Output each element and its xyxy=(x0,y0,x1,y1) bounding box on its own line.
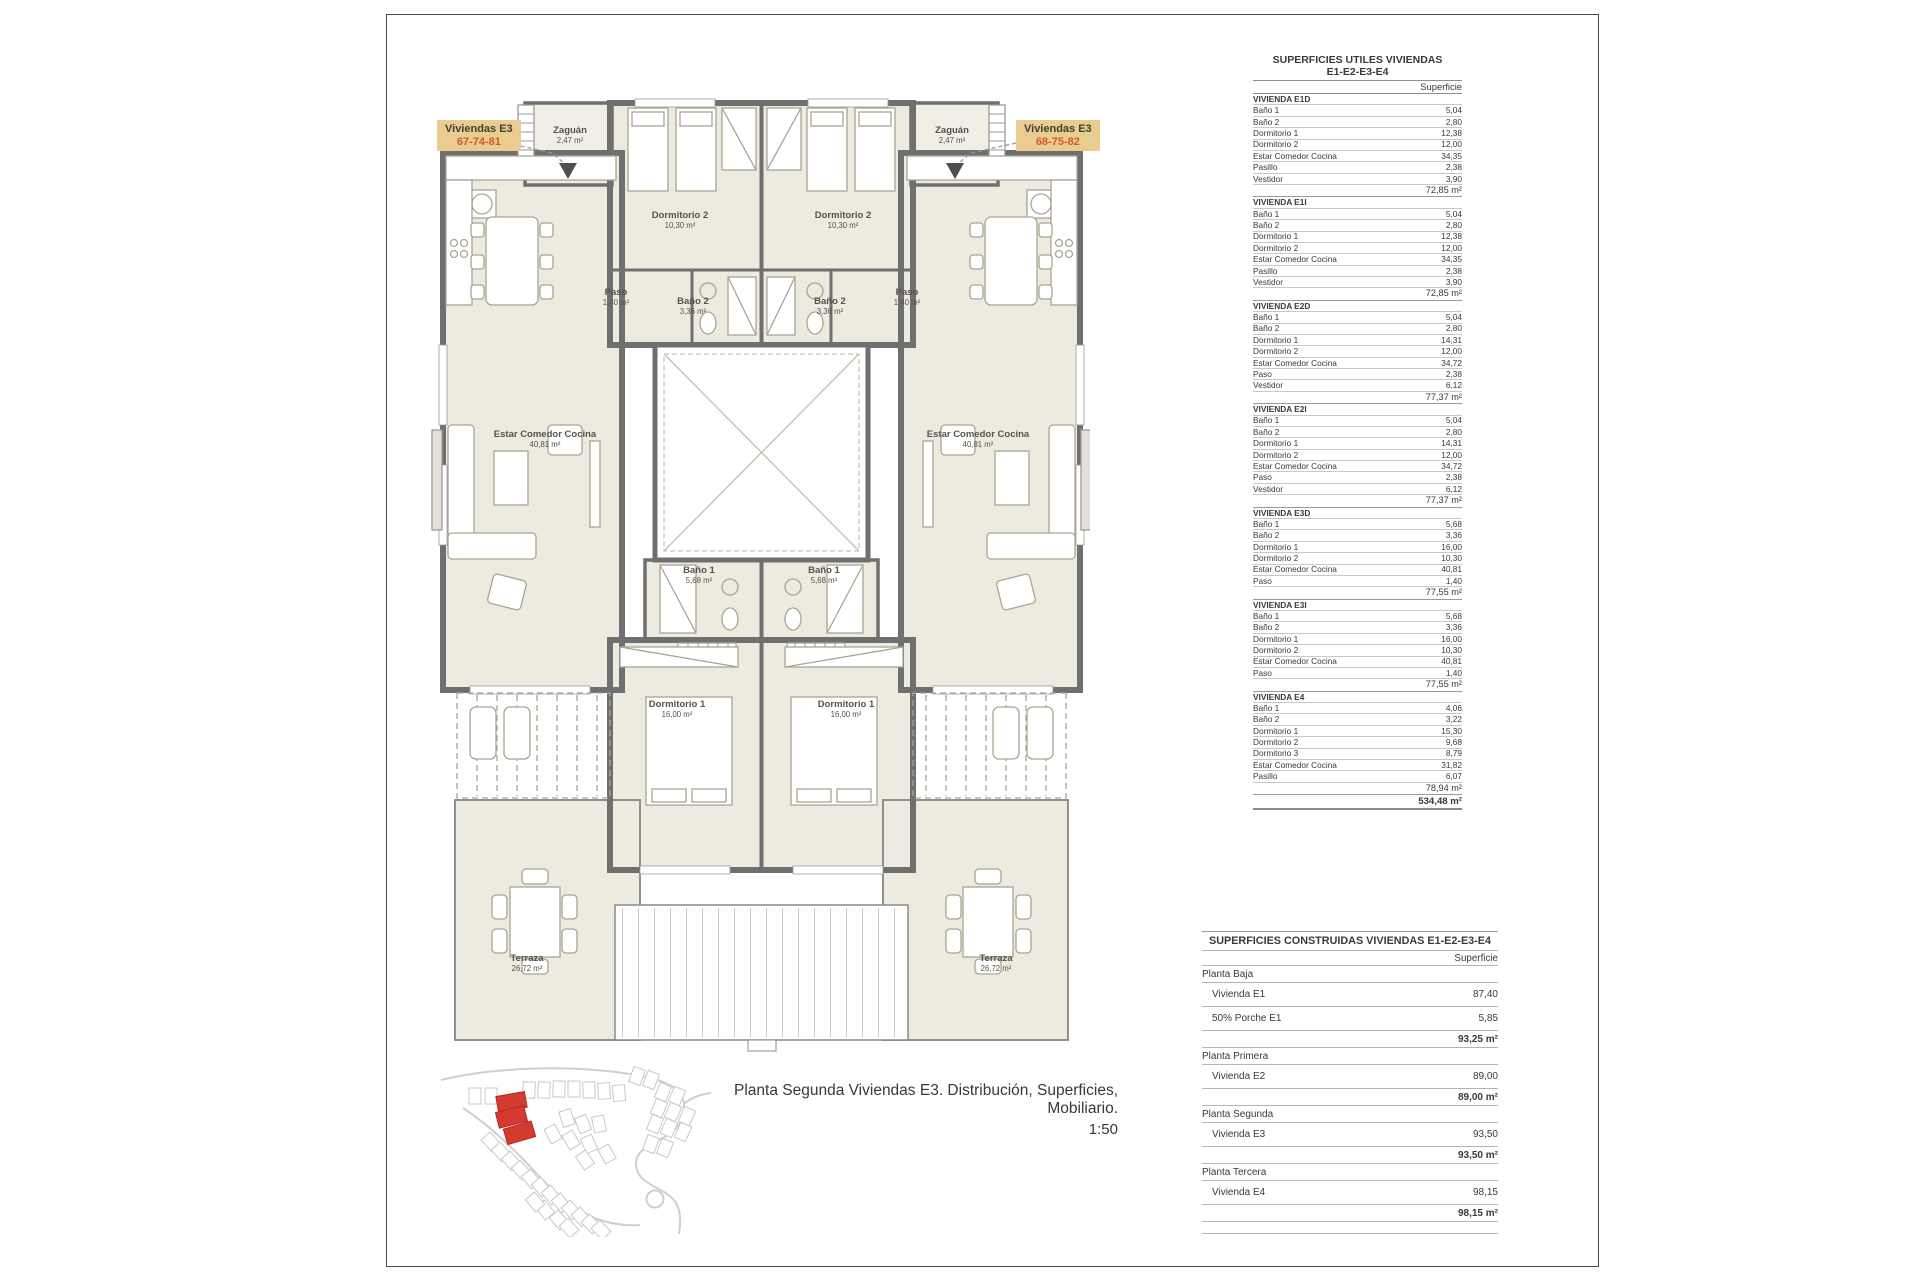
construidas-planta-subtotal: 98,15 m² xyxy=(1202,1205,1498,1222)
utiles-row xyxy=(1253,209,1462,220)
utiles-row xyxy=(1253,277,1462,288)
room-label-dormitorio2-left: Dormitorio 2 10,30 m² xyxy=(651,210,709,230)
room-label-bano2-right: Baño 2 3,36 m² xyxy=(814,296,846,316)
utiles-section-total: 77,37 m² xyxy=(1253,392,1462,404)
construidas-column-header: Superficie xyxy=(1202,951,1498,966)
utiles-room-area: 3,90 xyxy=(1445,276,1462,287)
utiles-room-name: Vestidor xyxy=(1253,483,1283,494)
construidas-vivienda-area: 98,15 xyxy=(1472,1187,1498,1198)
utiles-room-area: 3,90 xyxy=(1445,173,1462,184)
construidas-end-rule xyxy=(1202,1222,1498,1234)
tag-units: 68-75-82 xyxy=(1035,136,1080,149)
utiles-room-area: 2,80 xyxy=(1445,323,1462,334)
utiles-room-name: Baño 2 xyxy=(1253,622,1280,633)
utiles-room-area: 5,04 xyxy=(1445,312,1462,323)
utiles-row xyxy=(1253,530,1462,541)
utiles-row xyxy=(1253,450,1462,461)
utiles-row xyxy=(1253,645,1462,656)
central-stairs xyxy=(615,905,908,1051)
utiles-row xyxy=(1253,416,1462,427)
utiles-section-total: 72,85 m² xyxy=(1253,288,1462,300)
room-label-terraza-left: Terraza 26,72 m² xyxy=(510,953,544,973)
utiles-room-name: Baño 1 xyxy=(1253,702,1280,713)
stair-void xyxy=(655,345,868,560)
utiles-row xyxy=(1253,427,1462,438)
utiles-section-header: VIVIENDA E2D xyxy=(1253,301,1462,312)
utiles-section-total: 77,55 m² xyxy=(1253,587,1462,599)
utiles-room-area: 2,38 xyxy=(1445,162,1462,173)
floor-plan-drawing xyxy=(430,95,1090,1055)
utiles-room-name: Dormitorio 2 xyxy=(1253,139,1299,150)
utiles-row xyxy=(1253,484,1462,495)
utiles-room-name: Baño 1 xyxy=(1253,312,1280,323)
room-label-dormitorio1-left: Dormitorio 1 16,00 m² xyxy=(648,699,706,719)
site-location-map xyxy=(435,1052,715,1237)
construidas-planta-header: Planta Baja xyxy=(1202,966,1498,983)
utiles-room-area: 6,07 xyxy=(1445,771,1462,782)
utiles-room-area: 3,36 xyxy=(1445,530,1462,541)
utiles-section-header: VIVIENDA E1I xyxy=(1253,197,1462,208)
construidas-table-title: SUPERFICIES CONSTRUIDAS VIVIENDAS E1-E2-E3-E4 xyxy=(1202,931,1498,951)
utiles-room-area: 12,38 xyxy=(1441,231,1462,242)
caption-scale: 1:50 xyxy=(1088,1121,1118,1138)
construidas-planta-header: Planta Primera xyxy=(1202,1048,1498,1065)
utiles-row xyxy=(1253,346,1462,357)
map-house xyxy=(580,1134,597,1153)
superficies-utiles-table xyxy=(1253,54,1462,810)
utiles-room-area: 4,06 xyxy=(1445,702,1462,713)
utiles-room-name: Dormitorio 1 xyxy=(1253,231,1299,242)
utiles-room-name: Baño 2 xyxy=(1253,220,1280,231)
utiles-row xyxy=(1253,461,1462,472)
utiles-row xyxy=(1253,737,1462,748)
utiles-room-name: Baño 2 xyxy=(1253,323,1280,334)
tag-title: Viviendas E3 xyxy=(1024,123,1092,135)
utiles-room-name: Baño 2 xyxy=(1253,530,1280,541)
utiles-row xyxy=(1253,105,1462,116)
utiles-row xyxy=(1253,634,1462,645)
construidas-vivienda-name: Vivienda E1 xyxy=(1212,989,1266,1000)
utiles-room-name: Paso xyxy=(1253,472,1272,483)
map-house xyxy=(553,1081,566,1097)
utiles-room-name: Paso xyxy=(1253,368,1272,379)
construidas-planta-subtotal: 93,50 m² xyxy=(1202,1147,1498,1164)
utiles-room-name: Dormitorio 2 xyxy=(1253,242,1299,253)
utiles-room-name: Baño 1 xyxy=(1253,415,1280,426)
construidas-planta-header: Planta Tercera xyxy=(1202,1164,1498,1181)
utiles-row xyxy=(1253,324,1462,335)
utiles-row xyxy=(1253,174,1462,185)
utiles-row xyxy=(1253,519,1462,530)
utiles-room-area: 40,81 xyxy=(1441,656,1462,667)
map-house xyxy=(469,1088,481,1104)
utiles-room-area: 2,38 xyxy=(1445,368,1462,379)
utiles-room-area: 1,40 xyxy=(1445,575,1462,586)
utiles-room-area: 16,00 xyxy=(1441,633,1462,644)
utiles-room-area: 15,30 xyxy=(1441,725,1462,736)
utiles-sections xyxy=(1253,94,1462,795)
room-label-bano1-left: Baño 1 5,68 m² xyxy=(683,565,715,585)
room-label-paso-right: Paso 1,40 m² xyxy=(893,287,921,307)
utiles-room-area: 12,00 xyxy=(1441,242,1462,253)
utiles-room-name: Dormitorio 2 xyxy=(1253,553,1299,564)
utiles-room-area: 34,72 xyxy=(1441,357,1462,368)
map-house xyxy=(598,1083,611,1100)
viviendas-e3-left-tag xyxy=(437,120,521,151)
viviendas-e3-right-tag xyxy=(1016,120,1100,151)
utiles-room-area: 2,38 xyxy=(1445,265,1462,276)
construidas-groups xyxy=(1202,966,1498,1222)
construidas-planta-subtotal: 93,25 m² xyxy=(1202,1031,1498,1048)
map-house xyxy=(562,1130,580,1150)
construidas-planta-header: Planta Segunda xyxy=(1202,1106,1498,1123)
utiles-column-header: Superficie xyxy=(1253,80,1462,94)
utiles-row xyxy=(1253,335,1462,346)
utiles-row xyxy=(1253,380,1462,391)
utiles-section-header: VIVIENDA E2I xyxy=(1253,404,1462,415)
utiles-room-area: 9,68 xyxy=(1445,737,1462,748)
room-label-bano1-right: Baño 1 5,68 m² xyxy=(808,565,840,585)
utiles-room-area: 2,80 xyxy=(1445,220,1462,231)
utiles-room-area: 31,82 xyxy=(1441,759,1462,770)
construidas-vivienda-name: Vivienda E3 xyxy=(1212,1129,1266,1140)
utiles-room-area: 12,00 xyxy=(1441,346,1462,357)
utiles-grand-total: 534,48 m² xyxy=(1253,795,1462,810)
utiles-room-name: Baño 2 xyxy=(1253,116,1280,127)
room-label-estar-left: Estar Comedor Cocina 40,81 m² xyxy=(493,429,597,449)
construidas-vivienda-area: 87,40 xyxy=(1472,989,1498,1000)
map-house xyxy=(612,1085,625,1102)
utiles-room-area: 12,38 xyxy=(1441,128,1462,139)
map-house xyxy=(544,1124,562,1144)
utiles-row xyxy=(1253,151,1462,162)
utiles-room-area: 34,72 xyxy=(1441,460,1462,471)
utiles-room-area: 16,00 xyxy=(1441,541,1462,552)
utiles-row xyxy=(1253,438,1462,449)
map-house xyxy=(538,1082,551,1099)
utiles-room-name: Estar Comedor Cocina xyxy=(1253,150,1337,161)
room-label-dormitorio2-right: Dormitorio 2 10,30 m² xyxy=(814,210,872,230)
utiles-room-name: Baño 1 xyxy=(1253,105,1280,116)
construidas-vivienda-area: 93,50 xyxy=(1472,1129,1498,1140)
utiles-room-name: Baño 2 xyxy=(1253,714,1280,725)
map-house xyxy=(643,1134,660,1153)
utiles-room-name: Paso xyxy=(1253,667,1272,678)
utiles-room-area: 2,80 xyxy=(1445,426,1462,437)
utiles-room-area: 3,22 xyxy=(1445,714,1462,725)
utiles-room-area: 12,00 xyxy=(1441,139,1462,150)
utiles-section-header: VIVIENDA E1D xyxy=(1253,94,1462,105)
utiles-room-name: Estar Comedor Cocina xyxy=(1253,254,1337,265)
utiles-room-area: 6,12 xyxy=(1445,380,1462,391)
utiles-room-area: 10,30 xyxy=(1441,553,1462,564)
room-label-zaguan-right: Zaguán 2,47 m² xyxy=(935,125,969,145)
utiles-room-area: 34,35 xyxy=(1441,150,1462,161)
utiles-room-name: Baño 2 xyxy=(1253,426,1280,437)
utiles-room-area: 10,30 xyxy=(1441,645,1462,656)
utiles-room-area: 5,68 xyxy=(1445,610,1462,621)
utiles-room-area: 14,31 xyxy=(1441,334,1462,345)
utiles-room-name: Estar Comedor Cocina xyxy=(1253,357,1337,368)
utiles-room-name: Vestidor xyxy=(1253,276,1283,287)
utiles-room-name: Dormitorio 2 xyxy=(1253,449,1299,460)
utiles-room-name: Estar Comedor Cocina xyxy=(1253,759,1337,770)
utiles-room-area: 2,38 xyxy=(1445,472,1462,483)
construidas-vivienda-name: Vivienda E4 xyxy=(1212,1187,1266,1198)
utiles-section-total: 78,94 m² xyxy=(1253,783,1462,795)
utiles-room-name: Paso xyxy=(1253,575,1272,586)
utiles-room-area: 40,81 xyxy=(1441,564,1462,575)
map-house xyxy=(583,1082,596,1098)
utiles-room-area: 8,79 xyxy=(1445,748,1462,759)
utiles-section-total: 72,85 m² xyxy=(1253,185,1462,197)
utiles-room-name: Estar Comedor Cocina xyxy=(1253,564,1337,575)
utiles-room-name: Dormitorio 1 xyxy=(1253,128,1299,139)
room-label-terraza-right: Terraza 26,72 m² xyxy=(979,953,1013,973)
utiles-room-area: 3,36 xyxy=(1445,622,1462,633)
utiles-row xyxy=(1253,220,1462,231)
utiles-room-name: Dormitorio 1 xyxy=(1253,633,1299,644)
utiles-room-name: Pasillo xyxy=(1253,265,1278,276)
map-house xyxy=(656,1138,673,1157)
construidas-row xyxy=(1202,983,1498,1007)
utiles-room-name: Dormitorio 2 xyxy=(1253,737,1299,748)
utiles-section-total: 77,55 m² xyxy=(1253,679,1462,691)
map-house xyxy=(485,1088,497,1104)
map-house xyxy=(568,1081,580,1097)
utiles-room-name: Dormitorio 1 xyxy=(1253,541,1299,552)
utiles-room-area: 6,12 xyxy=(1445,483,1462,494)
utiles-room-name: Estar Comedor Cocina xyxy=(1253,656,1337,667)
construidas-vivienda-area: 5,85 xyxy=(1478,1013,1498,1024)
utiles-row xyxy=(1253,140,1462,151)
utiles-section-header: VIVIENDA E4 xyxy=(1253,692,1462,703)
construidas-row xyxy=(1202,1181,1498,1205)
utiles-room-area: 5,04 xyxy=(1445,415,1462,426)
utiles-room-name: Dormitorio 3 xyxy=(1253,748,1299,759)
utiles-row xyxy=(1253,576,1462,587)
utiles-row xyxy=(1253,117,1462,128)
room-label-bano2-left: Baño 2 3,36 m² xyxy=(677,296,709,316)
utiles-row xyxy=(1253,726,1462,737)
utiles-room-name: Dormitorio 2 xyxy=(1253,346,1299,357)
map-house xyxy=(642,1070,659,1089)
caption-text: Planta Segunda Viviendas E3. Distribución, Superficies, Mobiliario. xyxy=(734,1082,1118,1117)
utiles-room-name: Baño 1 xyxy=(1253,208,1280,219)
utiles-row xyxy=(1253,472,1462,483)
utiles-room-area: 5,04 xyxy=(1445,105,1462,116)
room-label-estar-right: Estar Comedor Cocina 40,81 m² xyxy=(926,429,1030,449)
utiles-title-line2: E1-E2-E3-E4 xyxy=(1326,66,1389,78)
drawing-caption xyxy=(660,1082,1118,1138)
utiles-room-area: 2,80 xyxy=(1445,116,1462,127)
utiles-table-title xyxy=(1253,54,1462,80)
room-label-dormitorio1-right: Dormitorio 1 16,00 m² xyxy=(817,699,875,719)
utiles-row xyxy=(1253,128,1462,139)
utiles-room-name: Pasillo xyxy=(1253,771,1278,782)
utiles-room-name: Vestidor xyxy=(1253,380,1283,391)
utiles-title-line1: SUPERFICIES UTILES VIVIENDAS xyxy=(1272,54,1443,66)
utiles-room-area: 12,00 xyxy=(1441,449,1462,460)
utiles-room-area: 5,68 xyxy=(1445,518,1462,529)
utiles-row xyxy=(1253,254,1462,265)
construidas-vivienda-name: 50% Porche E1 xyxy=(1212,1013,1282,1024)
utiles-row xyxy=(1253,553,1462,564)
utiles-room-name: Dormitorio 1 xyxy=(1253,438,1299,449)
utiles-row xyxy=(1253,369,1462,380)
construidas-row xyxy=(1202,1065,1498,1089)
utiles-row xyxy=(1253,760,1462,771)
superficies-construidas-table xyxy=(1202,931,1498,1234)
utiles-row xyxy=(1253,668,1462,679)
utiles-room-name: Baño 1 xyxy=(1253,610,1280,621)
utiles-room-name: Dormitorio 2 xyxy=(1253,645,1299,656)
utiles-row xyxy=(1253,542,1462,553)
construidas-vivienda-name: Vivienda E2 xyxy=(1212,1071,1266,1082)
utiles-row xyxy=(1253,611,1462,622)
utiles-room-area: 5,04 xyxy=(1445,208,1462,219)
utiles-row xyxy=(1253,312,1462,323)
utiles-row xyxy=(1253,771,1462,782)
tag-title: Viviendas E3 xyxy=(445,123,513,135)
utiles-room-area: 1,40 xyxy=(1445,667,1462,678)
map-house xyxy=(575,1150,594,1170)
map-house xyxy=(559,1109,575,1128)
utiles-room-name: Baño 1 xyxy=(1253,518,1280,529)
utiles-row xyxy=(1253,232,1462,243)
room-label-zaguan-left: Zaguán 2,47 m² xyxy=(553,125,587,145)
utiles-room-area: 14,31 xyxy=(1441,438,1462,449)
map-highlighted-buildings xyxy=(495,1092,535,1145)
construidas-row xyxy=(1202,1123,1498,1147)
utiles-row xyxy=(1253,622,1462,633)
utiles-section-header: VIVIENDA E3I xyxy=(1253,600,1462,611)
utiles-row xyxy=(1253,657,1462,668)
utiles-row xyxy=(1253,714,1462,725)
map-house xyxy=(629,1066,646,1085)
construidas-vivienda-area: 89,00 xyxy=(1472,1071,1498,1082)
utiles-section-total: 77,37 m² xyxy=(1253,495,1462,507)
construidas-planta-subtotal: 89,00 m² xyxy=(1202,1089,1498,1106)
room-label-paso-left: Paso 1,40 m² xyxy=(602,287,630,307)
utiles-section-header: VIVIENDA E3D xyxy=(1253,508,1462,519)
utiles-row xyxy=(1253,703,1462,714)
utiles-row xyxy=(1253,749,1462,760)
utiles-room-name: Dormitorio 1 xyxy=(1253,725,1299,736)
utiles-row xyxy=(1253,162,1462,173)
utiles-room-name: Vestidor xyxy=(1253,173,1283,184)
map-house xyxy=(591,1115,606,1133)
map-house xyxy=(574,1114,591,1133)
construidas-row xyxy=(1202,1007,1498,1031)
tag-units: 67-74-81 xyxy=(456,136,501,149)
utiles-room-name: Estar Comedor Cocina xyxy=(1253,460,1337,471)
utiles-row xyxy=(1253,266,1462,277)
utiles-room-name: Pasillo xyxy=(1253,162,1278,173)
map-house xyxy=(598,1144,616,1164)
utiles-row xyxy=(1253,358,1462,369)
utiles-room-name: Dormitorio 1 xyxy=(1253,334,1299,345)
utiles-row xyxy=(1253,565,1462,576)
utiles-row xyxy=(1253,243,1462,254)
utiles-room-area: 34,35 xyxy=(1441,254,1462,265)
